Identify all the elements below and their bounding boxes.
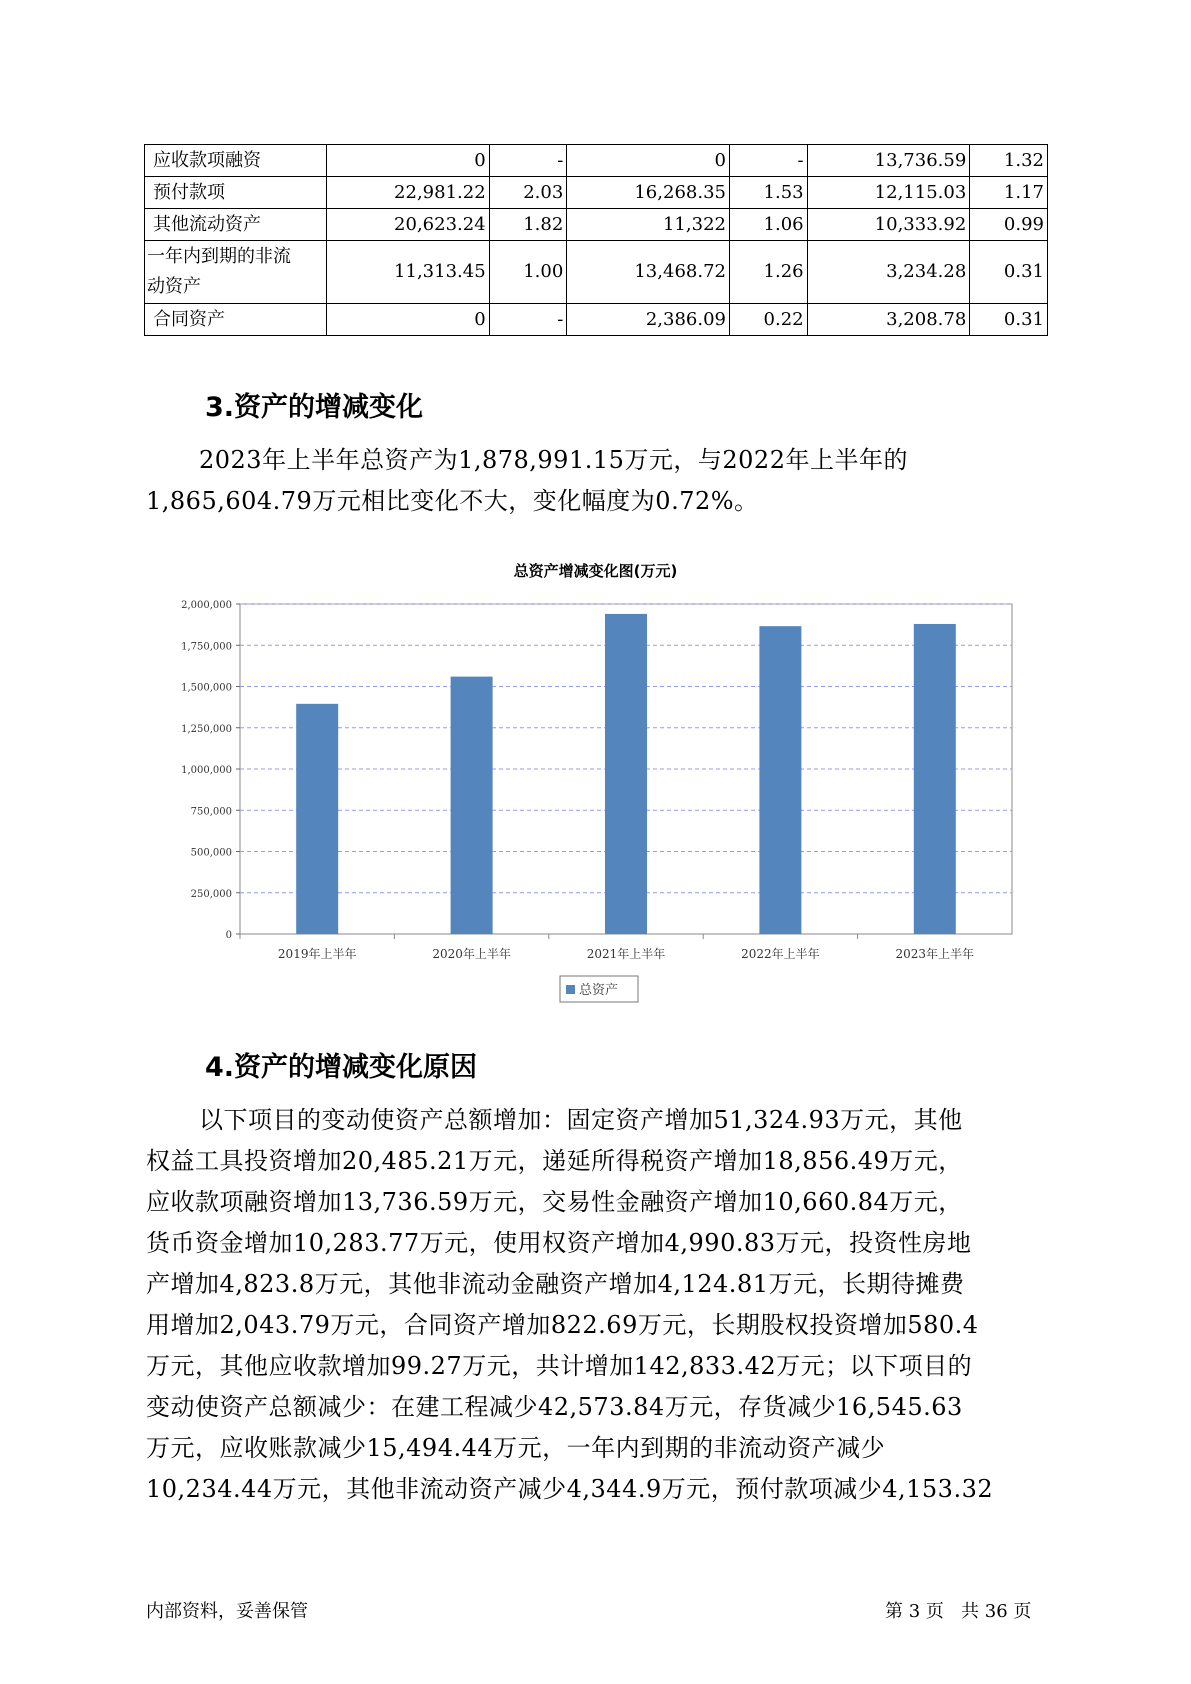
cell: - — [729, 145, 807, 177]
x-tick-label: 2021年上半年 — [586, 947, 666, 961]
y-tick-label: 1,750,000 — [181, 641, 232, 653]
bar — [759, 626, 801, 934]
cell: 16,268.35 — [567, 177, 730, 209]
cell: 0.31 — [970, 241, 1048, 304]
paragraph-line: 应收款项融资增加13,736.59万元，交易性金融资产增加10,660.84万元， — [146, 1188, 963, 1216]
paragraph-line: 货币资金增加10,283.77万元，使用权资产增加4,990.83万元，投资性房地 — [146, 1229, 972, 1257]
y-tick-label: 1,000,000 — [181, 765, 232, 776]
cell: 3,234.28 — [807, 241, 970, 304]
cell: 1.06 — [729, 209, 807, 241]
paragraph-line: 权益工具投资增加20,485.21万元，递延所得税资产增加18,856.49万元， — [146, 1147, 963, 1175]
page-number: 第 3 页 共 36 页 — [885, 1601, 1032, 1622]
y-tick-label: 1,250,000 — [181, 723, 232, 735]
paragraph-line: 用增加2,043.79万元，合同资产增加822.69万元，长期股权投资增加580.4 — [146, 1311, 979, 1339]
row-label: 预付款项 — [145, 177, 327, 209]
row-label-line: 一年内到期的非流 — [147, 246, 291, 267]
section3-heading: 3.资产的增减变化 — [205, 392, 424, 423]
paragraph-line: 2023年上半年总资产为1,878,991.15万元，与2022年上半年的 — [199, 446, 908, 474]
paragraph-line: 万元，其他应收款增加99.27万元，共计增加142,833.42万元；以下项目的 — [146, 1352, 973, 1380]
y-tick-label: 250,000 — [190, 888, 232, 900]
row-label-line: 动资产 — [147, 276, 201, 297]
cell: 10,333.92 — [807, 209, 970, 241]
x-tick-label: 2022年上半年 — [741, 947, 820, 961]
paragraph-line: 以下项目的变动使资产总额增加：固定资产增加51,324.93万元，其他 — [199, 1106, 963, 1134]
bar — [605, 614, 647, 934]
cell: 0 — [327, 145, 490, 177]
cell: 2.03 — [489, 177, 567, 209]
cell: 22,981.22 — [327, 177, 490, 209]
cell: 1.00 — [489, 241, 567, 304]
cell: 11,322 — [567, 209, 730, 241]
legend-label: 总资产 — [579, 983, 619, 998]
bar — [296, 704, 338, 934]
section4-paragraph — [146, 1100, 1066, 1510]
cell: - — [489, 145, 567, 177]
cell: 2,386.09 — [567, 304, 730, 336]
cell: 1.26 — [729, 241, 807, 304]
paragraph-line: 变动使资产总额减少：在建工程减少42,573.84万元，存货减少16,545.63 — [146, 1393, 963, 1421]
x-tick-label: 2020年上半年 — [432, 947, 511, 961]
row-label: 合同资产 — [145, 304, 327, 336]
row-label: 应收款项融资 — [145, 145, 327, 177]
paragraph-line: 万元，应收账款减少15,494.44万元，一年内到期的非流动资产减少 — [146, 1434, 886, 1462]
paragraph-line: 产增加4,823.8万元，其他非流动金融资产增加4,124.81万元，长期待摊费 — [146, 1270, 965, 1298]
footer-note: 内部资料，妥善保管 — [146, 1601, 308, 1622]
paragraph-line: 10,234.44万元，其他非流动资产减少4,344.9万元，预付款项减少4,153.32 — [146, 1475, 994, 1503]
y-tick-label: 2,000,000 — [181, 600, 232, 611]
cell: 0.31 — [970, 304, 1048, 336]
x-tick-label: 2019年上半年 — [277, 947, 357, 961]
cell: 12,115.03 — [807, 177, 970, 209]
cell: 0.22 — [729, 304, 807, 336]
y-tick-label: 1,500,000 — [181, 682, 232, 694]
chart-title: 总资产增减变化图(万元) — [513, 562, 678, 580]
cell: 1.53 — [729, 177, 807, 209]
cell: - — [489, 304, 567, 336]
cell: 1.82 — [489, 209, 567, 241]
cell: 11,313.45 — [327, 241, 490, 304]
cell: 0 — [327, 304, 490, 336]
row-label: 其他流动资产 — [145, 209, 327, 241]
x-tick-label: 2023年上半年 — [895, 947, 975, 961]
y-tick-label: 750,000 — [190, 806, 232, 818]
legend-swatch — [566, 985, 575, 994]
y-tick-label: 500,000 — [190, 847, 232, 859]
cell: 1.17 — [970, 177, 1048, 209]
paragraph-line: 1,865,604.79万元相比变化不大，变化幅度为0.72%。 — [146, 487, 759, 515]
cell: 13,468.72 — [567, 241, 730, 304]
cell: 3,208.78 — [807, 304, 970, 336]
bar — [914, 624, 956, 934]
cell: 20,623.24 — [327, 209, 490, 241]
bar — [451, 677, 493, 934]
section4-heading: 4.资产的增减变化原因 — [205, 1052, 478, 1083]
cell: 0 — [567, 145, 730, 177]
y-tick-label: 0 — [225, 930, 232, 941]
cell: 13,736.59 — [807, 145, 970, 177]
cell: 0.99 — [970, 209, 1048, 241]
cell: 1.32 — [970, 145, 1048, 177]
